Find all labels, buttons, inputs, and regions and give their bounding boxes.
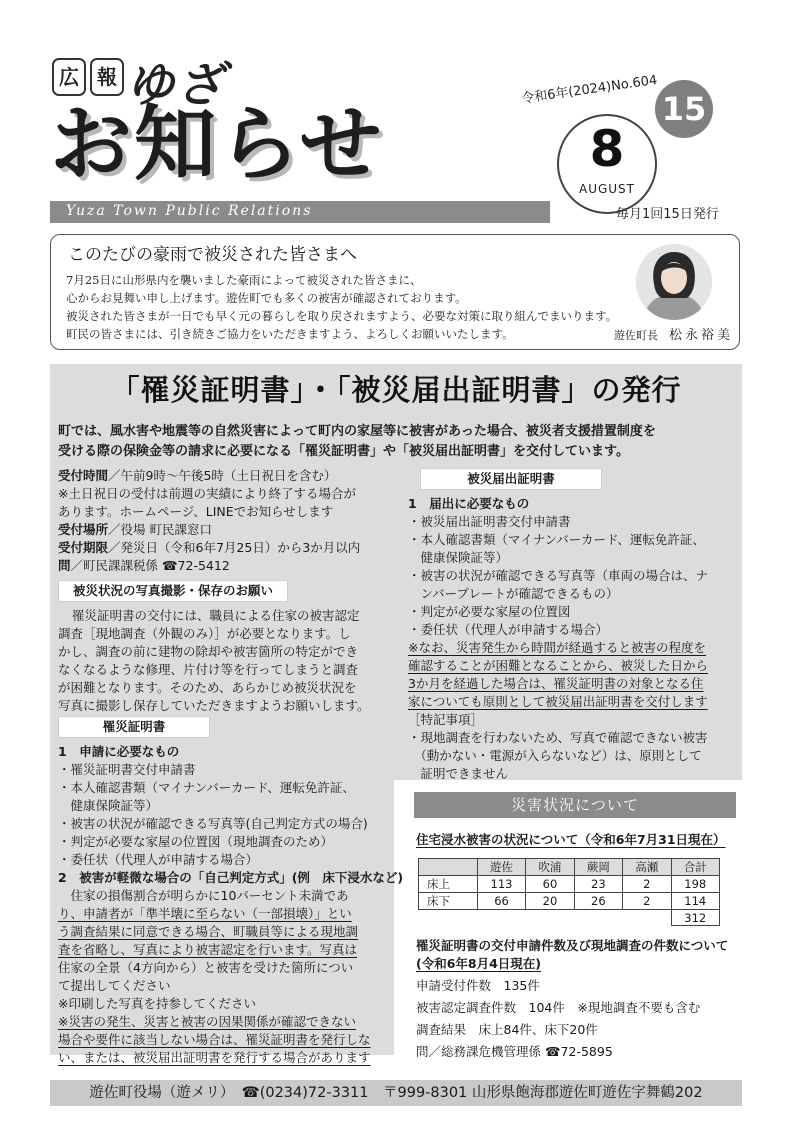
footer-contact: 遊佐町役場（遊メリ） ☎(0234)72-3311 〒999-8301 山形県飽海郡遊佐町遊佐字舞鶴202 <box>50 1080 742 1106</box>
mayor-message-title: このたびの豪雨で被災された皆さまへ <box>68 245 357 265</box>
publication-frequency: 毎月1回15日発行 <box>616 207 719 222</box>
risai-line: 査を省略し、写真により被害認定を行います。写真は <box>58 942 358 957</box>
mayor-message-line: 7月25日に山形県内を襲いました豪雨によって被災された皆さまに、 <box>66 273 422 287</box>
volume-label: 令和6年(2024)No.604 <box>520 72 659 107</box>
table-header-row <box>419 859 720 876</box>
risai-line: ※印刷した写真を持参してください <box>58 996 256 1011</box>
photo-request-line: かし、調査の前に建物の除却や被害箇所の特定ができ <box>58 644 359 659</box>
page-title: お知らせ <box>50 97 384 192</box>
signature-role: 遊佐町長 <box>614 329 658 342</box>
risai-line: い、または、被災届出証明書を発行する場合があります <box>58 1050 371 1065</box>
risai-line: て提出してください <box>58 978 171 993</box>
photo-request-line: 写真に撮影し保存していただきますようお願いします。 <box>58 698 370 713</box>
risai-line: ・判定が必要な家屋の位置図（現地調査のため） <box>58 834 334 849</box>
table-header: 合計 <box>671 859 720 876</box>
risai-line: う調査結果に同意できる場合、町職員等による現地調 <box>58 924 359 939</box>
yuza-logo: ゆざ <box>126 57 227 113</box>
info-text: あります。ホームページ、LINEでお知らせします <box>58 504 334 519</box>
cert-stat-line: 調査結果 床上84件、床下20件 <box>416 1022 598 1037</box>
table-header: 高瀬 <box>623 859 671 876</box>
photo-request-line: 調査［現地調査（外観のみ）］が必要となります。し <box>58 626 351 641</box>
flood-damage-table <box>418 858 720 926</box>
kouhou-char-2: 報 <box>90 58 124 96</box>
table-total-row <box>419 910 720 926</box>
mayor-photo <box>636 244 712 320</box>
risai-heading: 罹災証明書 <box>58 716 210 738</box>
table-row-label: 床下 <box>419 893 478 910</box>
risai-line: 住家の全景（4方向から）と被害を受けた箇所につい <box>58 960 354 975</box>
hisai-line: ※なお、災害発生から時間が経過すると被害の程度を <box>408 640 706 655</box>
mayor-message-line: 町民の皆さまには、引き続きご協力をいただきますよう、よろしくお願いいたします。 <box>66 327 514 341</box>
signature-name: 松永裕美 <box>669 328 734 343</box>
risai-line: ※災害の発生、災害と被害の因果関係が確認できない <box>58 1014 356 1029</box>
risai-line: ・委任状（代理人が申請する場合） <box>58 852 259 867</box>
mayor-message-line: 被災された皆さまが一日でも早く元の暮らしを取り戻されますよう、必要な対策に取り組んでまいります。 <box>66 309 618 323</box>
hisai-line: ・現地調査を行わないため、写真で確認できない被害 <box>408 730 708 745</box>
table-cell: 113 <box>477 876 525 893</box>
hisai-line: （動かない・電源が入らないなど）は、原則として <box>408 748 702 763</box>
risai-line: ・被害の状況が確認できる写真等(自己判定方式の場合) <box>58 816 368 831</box>
mayor-signature <box>614 324 733 343</box>
photo-request-line: なくなるような修理、片付け等を行ってしまうと調査 <box>58 662 359 677</box>
risai-line: 1 申請に必要なもの <box>58 744 180 759</box>
info-text: ／発災日（令和6年7月25日）から3か月以内 <box>108 540 361 555</box>
table-cell: 114 <box>671 893 720 910</box>
month-name: AUGUST <box>578 182 636 196</box>
disaster-status-heading: 災害状況について <box>414 792 736 818</box>
tagline: Yuza Town Public Relations <box>66 203 313 219</box>
info-line <box>58 556 230 574</box>
table-cell: 66 <box>477 893 525 910</box>
info-text: ※土日祝日の受付は前週の実績により終了する場合が <box>58 486 356 501</box>
info-label: 受付時間 <box>58 468 109 483</box>
hisai-line: ［特記事項］ <box>408 712 484 727</box>
risai-line: ・本人確認書類（マイナンバーカード、運転免許証、 <box>58 780 355 795</box>
table-cell: 2 <box>623 893 671 910</box>
info-text: ／午前9時～午後5時（土日祝日を含む） <box>108 468 337 483</box>
table-cell: 23 <box>574 876 622 893</box>
table-header <box>419 859 478 876</box>
info-line <box>58 538 360 556</box>
photo-request-heading: 被災状況の写真撮影・保存のお願い <box>58 580 288 602</box>
hisai-line: 3か月を経過した場合は、罹災証明書の対象となる住 <box>408 676 704 691</box>
hisai-line: 健康保険証等） <box>408 550 509 565</box>
table-header: 吹浦 <box>526 859 574 876</box>
photo-request-line: が困難となります。そのため、あらかじめ被災状況を <box>58 680 357 695</box>
hisai-line: 家についても原則として被災届出証明書を交付します <box>408 694 708 709</box>
info-line <box>58 484 356 502</box>
mayor-message-line: 心からお見舞い申し上げます。遊佐町でも多くの被害が確認されております。 <box>66 291 467 305</box>
hisai-heading: 被災届出証明書 <box>420 468 602 490</box>
intro-line: 町では、風水害や地震等の自然災害によって町内の家屋等に被害があった場合、被災者支援措置制度を <box>58 424 656 439</box>
month-badge <box>557 114 657 214</box>
mayor-portrait-icon <box>636 244 712 320</box>
table-row <box>419 893 720 910</box>
table-cell: 26 <box>574 893 622 910</box>
risai-line: 場合や要件に該当しない場合は、罹災証明書を発行しな <box>58 1032 371 1047</box>
hisai-line: ・被害の状況が確認できる写真等（車両の場合は、ナ <box>408 568 709 583</box>
table-cell: 198 <box>671 876 720 893</box>
table-cell: 20 <box>526 893 574 910</box>
risai-line: り、申請者が「準半壊に至らない（一部損壊）」とい <box>58 906 352 921</box>
risai-line: ・罹災証明書交付申請書 <box>58 762 196 777</box>
kouhou-char-1: 広 <box>52 58 86 96</box>
info-text: ／役場 町民課窓口 <box>108 522 212 537</box>
grand-total-cell: 312 <box>671 910 720 926</box>
month-number: 8 <box>589 120 625 178</box>
info-label: 受付場所 <box>58 522 109 537</box>
risai-line: 住家の損傷割合が明らかに10パーセント未満であ <box>58 888 349 903</box>
info-text: ／町民課課税係 ☎72-5412 <box>70 558 230 573</box>
table-row <box>419 876 720 893</box>
hisai-line: ・委任状（代理人が申請する場合） <box>408 622 609 637</box>
issue-number-badge: 15 <box>655 80 713 138</box>
risai-line: 2 被害が軽微な場合の「自己判定方式」(例 床下浸水など) <box>58 870 404 885</box>
kouhou-badges <box>52 58 124 96</box>
hisai-line: 証明できません <box>408 766 509 781</box>
table-header: 遊佐 <box>477 859 525 876</box>
info-label: 問 <box>58 558 71 573</box>
risai-line: 健康保険証等） <box>58 798 159 813</box>
table-cell: 60 <box>526 876 574 893</box>
info-line <box>58 466 336 484</box>
table-cell: 2 <box>623 876 671 893</box>
cert-count-title: 罹災証明書の交付申請件数及び現地調査の件数について <box>416 938 729 953</box>
table-row-label: 床上 <box>419 876 478 893</box>
intro-line: 受ける際の保険金等の請求に必要になる「罹災証明書」や「被災届出証明書」を交付しています。 <box>58 444 629 459</box>
hisai-line: ・本人確認書類（マイナンバーカード、運転免許証、 <box>408 532 705 547</box>
flood-damage-title: 住宅浸水被害の状況について（令和6年7月31日現在） <box>416 832 726 847</box>
hisai-line: 1 届出に必要なもの <box>408 496 530 511</box>
cert-count-date: (令和6年8月4日現在) <box>416 956 542 971</box>
disaster-contact: 問／総務課危機管理係 ☎72-5895 <box>416 1044 613 1059</box>
info-line <box>58 502 333 520</box>
hisai-line: ンバープレートが確認できるもの） <box>408 586 619 601</box>
hisai-line: 確認することが困難となることから、被災した日から <box>408 658 709 673</box>
certificate-title: 「罹災証明書」・「被災届出証明書」の発行 <box>110 373 682 407</box>
cert-stat-line: 申請受付件数 135件 <box>416 978 540 993</box>
photo-request-line: 罹災証明書の交付には、職員による住家の被害認定 <box>72 608 360 623</box>
hisai-line: ・被災届出証明書交付申請書 <box>408 514 571 529</box>
hisai-line: ・判定が必要な家屋の位置図 <box>408 604 571 619</box>
table-header: 蕨岡 <box>574 859 622 876</box>
info-line <box>58 520 212 538</box>
info-label: 受付期限 <box>58 540 109 555</box>
cert-stat-line: 被害認定調査件数 104件 ※現地調査不要も含む <box>416 1000 701 1015</box>
